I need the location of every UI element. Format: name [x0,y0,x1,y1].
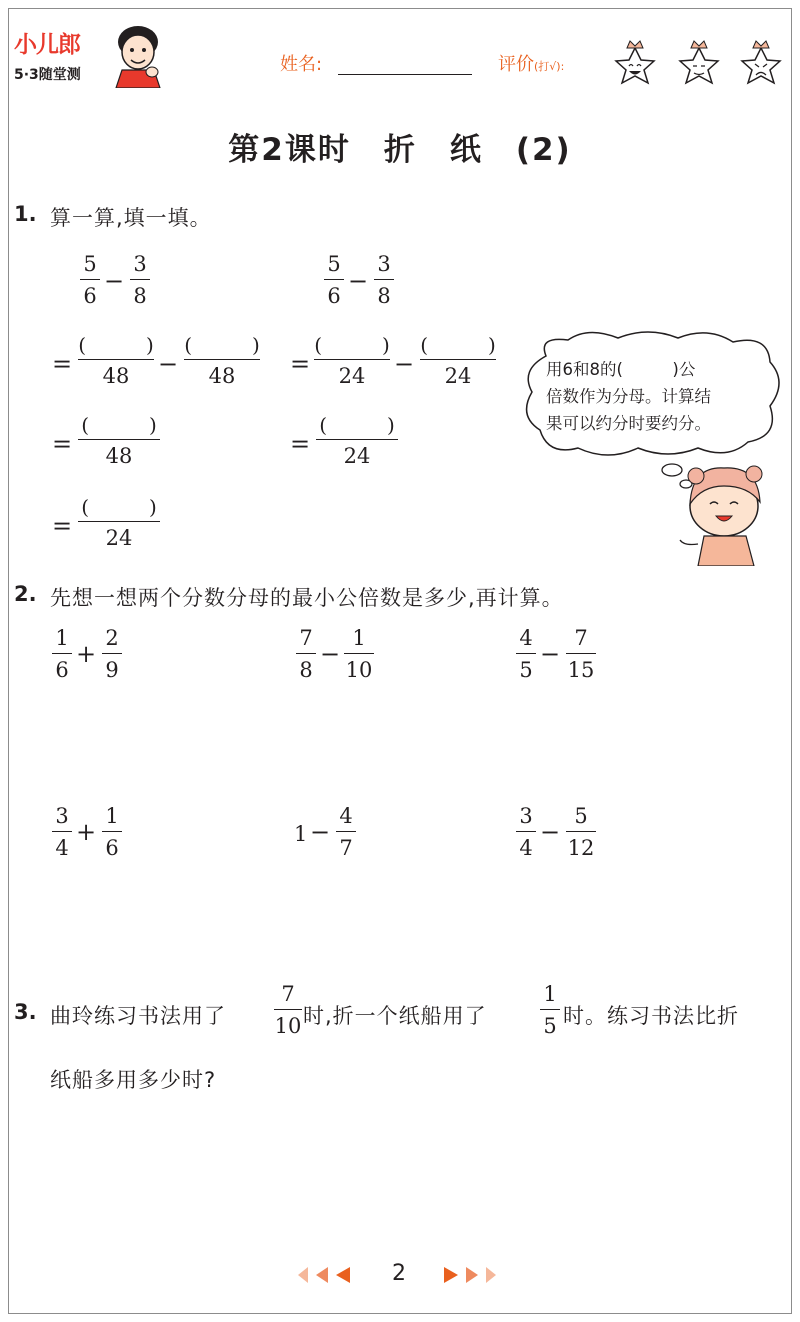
bubble-line-3: 果可以约分时要约分。 [546,414,711,433]
neutral-star-icon[interactable] [676,38,722,86]
q1-left-blank-1[interactable]: ( ) 48 [78,333,154,388]
q3-text-part-3: 时。练习书法比折 [563,1004,739,1028]
q2-p2-fraction-a: 7 8 [296,628,316,681]
rating-hint: (打√): [534,60,565,73]
q2-p6-operator: − [540,818,561,846]
logo-title: 小儿郎 [14,32,80,58]
sad-star-icon[interactable] [738,38,784,86]
q2-p1-operator: + [76,640,97,668]
q1-right-blank-3[interactable]: ( ) 24 [316,415,398,467]
logo-subtitle: 5·3随堂测 [14,67,81,83]
bubble-line-2: 倍数作为分母。计算结 [546,387,711,406]
q1-left-equals-3: = [52,512,73,540]
q2-p1-fraction-a: 1 6 [52,628,72,681]
q3-text-part-1: 曲玲练习书法用了 [50,1004,226,1028]
q3-fraction-b: 1 5 [540,984,560,1037]
q2-p5-fraction-b: 4 7 [336,806,356,859]
q2-p5-operator: − [310,818,331,846]
q3-text-line-2: 纸船多用多少时? [50,1068,217,1092]
q2-p3-fraction-b: 7 15 [567,626,595,682]
q2-p4-fraction-a: 3 4 [52,806,72,859]
q1-left-fraction-b: 3 8 [130,254,150,307]
q3-number: 3. [14,1000,37,1024]
q1-left-blank-3[interactable]: ( ) 48 [78,415,160,467]
boy-mascot-icon [108,20,168,88]
q2-p3-fraction-a: 4 5 [516,628,536,681]
q1-left-fraction-a: 5 6 [80,254,100,307]
q2-p1-fraction-b: 2 9 [102,628,122,681]
q1-number: 1. [14,202,37,226]
q1-text: 算一算,填一填。 [50,206,212,230]
q1-left-blank-2[interactable]: ( ) 48 [184,333,260,388]
q1-left-blank-4[interactable]: ( ) 24 [78,497,160,549]
q1-left-minus-2: − [158,350,179,378]
q1-right-minus-2: − [394,350,415,378]
q1-left-equals-2: = [52,430,73,458]
name-label: 姓名: [280,54,323,75]
q1-left-minus: − [104,267,125,295]
q2-p3-operator: − [540,640,561,668]
q1-right-fraction-a: 5 6 [324,254,344,307]
q2-p4-fraction-b: 1 6 [102,806,122,859]
rating-label: 评价(打√): [498,54,565,75]
q3-fraction-a: 7 10 [274,982,302,1038]
prev-page-arrows-icon[interactable] [296,1265,360,1285]
q1-right-equals-1: = [290,350,311,378]
q2-number: 2. [14,582,37,606]
q1-left-equals-1: = [52,350,73,378]
q2-p5-whole: 1 [294,822,308,846]
page-title: 第2课时 折 纸 (2) [228,132,572,168]
q2-p6-fraction-b: 5 12 [567,804,595,860]
q1-right-blank-2[interactable]: ( ) 24 [420,333,496,388]
q2-text: 先想一想两个分数分母的最小公倍数是多少,再计算。 [50,586,564,610]
happy-star-icon[interactable] [612,38,658,86]
q1-right-minus: − [348,267,369,295]
q2-p2-fraction-b: 1 10 [345,626,373,682]
bubble-line-1: 用6和8的( )公 [546,360,696,379]
name-input-line[interactable] [338,74,472,75]
page-number: 2 [392,1261,406,1286]
q1-right-equals-2: = [290,430,311,458]
q2-p2-operator: − [320,640,341,668]
next-page-arrows-icon[interactable] [442,1265,506,1285]
q3-text-part-2: 时,折一个纸船用了 [303,1004,487,1028]
q2-p4-operator: + [76,818,97,846]
q1-right-fraction-b: 3 8 [374,254,394,307]
q2-p6-fraction-a: 3 4 [516,806,536,859]
q1-right-blank-1[interactable]: ( ) 24 [314,333,390,388]
